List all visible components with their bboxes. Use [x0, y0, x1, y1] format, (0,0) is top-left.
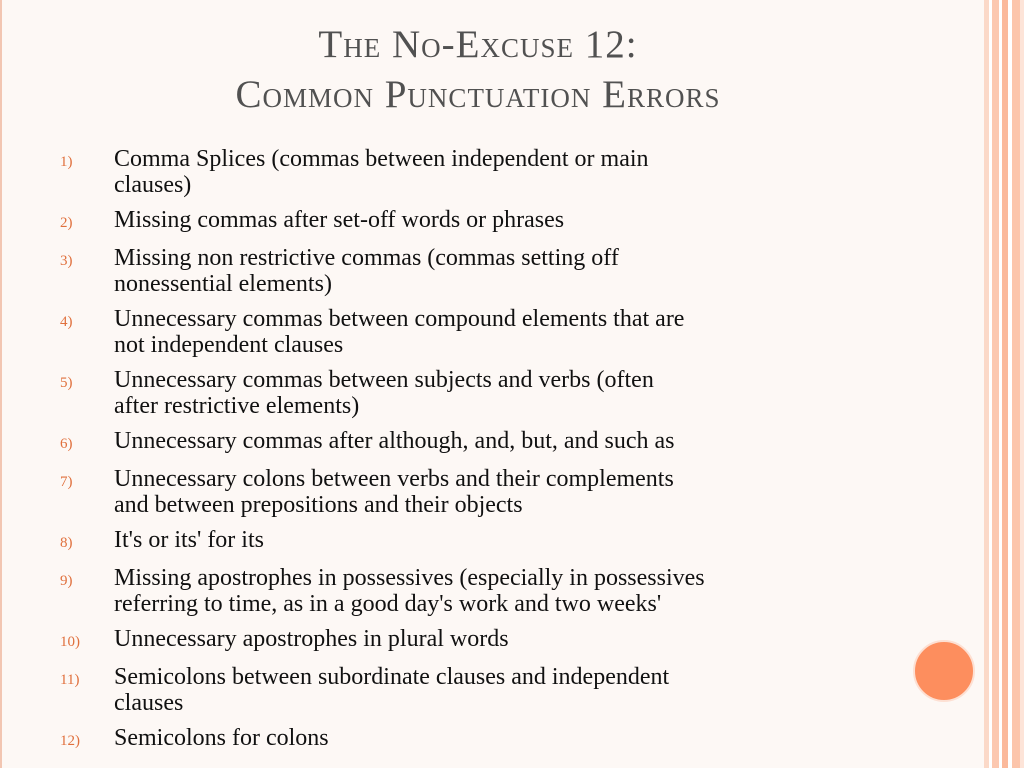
list-item	[46, 725, 882, 754]
list-item-number-text: 7)	[60, 474, 73, 490]
list-item-text-line: Unnecessary commas between compound elements that are	[114, 306, 685, 332]
list-item-text	[114, 725, 882, 751]
list-item-text	[114, 527, 882, 553]
list-item-number	[46, 626, 114, 655]
list-item-number	[46, 466, 114, 495]
list-item-text-line: Comma Splices (commas between independent or main	[114, 146, 649, 172]
list-item	[46, 428, 882, 457]
list-item-text-line: It's or its' for its	[114, 527, 264, 553]
decorative-stripes	[984, 0, 1024, 768]
list-item-number	[46, 664, 114, 693]
list-item-number	[46, 207, 114, 236]
list-item-number-text: 10)	[60, 634, 80, 650]
list-item	[46, 306, 882, 358]
list-item-number-text: 11)	[60, 672, 80, 688]
list-item-text	[114, 626, 882, 652]
list-item-text	[114, 146, 882, 198]
list-item	[46, 527, 882, 556]
list-item-text	[114, 428, 882, 454]
list-item-text-line: Unnecessary apostrophes in plural words	[114, 626, 509, 652]
list-item-text-line: Missing apostrophes in possessives (especially in possessives	[114, 565, 705, 591]
error-list	[46, 146, 882, 763]
list-item-number-text: 5)	[60, 375, 73, 391]
list-item	[46, 565, 882, 617]
list-item-text	[114, 207, 882, 233]
list-item-number-text: 3)	[60, 253, 73, 269]
list-item	[46, 245, 882, 297]
title-line-1: The No-Excuse 12:	[318, 23, 638, 66]
list-item-number	[46, 245, 114, 274]
list-item-text-line: and between prepositions and their objects	[114, 492, 523, 518]
list-item-text-line: Semicolons between subordinate clauses and independent	[114, 664, 670, 690]
list-item-number	[46, 146, 114, 175]
list-item	[46, 146, 882, 198]
list-item-number-text: 2)	[60, 215, 73, 231]
slide-title	[60, 20, 896, 120]
list-item-text-line: Missing commas after set-off words or phrases	[114, 207, 565, 233]
list-item-number-text: 4)	[60, 314, 73, 330]
title-line-2: Common Punctuation Errors	[235, 73, 721, 116]
list-item-number	[46, 565, 114, 594]
list-item	[46, 367, 882, 419]
list-item-text-line: not independent clauses	[114, 332, 344, 358]
list-item-text	[114, 306, 882, 358]
list-item-text-line: Unnecessary colons between verbs and their complements	[114, 466, 674, 492]
list-item-number-text: 9)	[60, 573, 73, 589]
list-item	[46, 626, 882, 655]
list-item-text	[114, 466, 882, 518]
list-item-text-line: clauses)	[114, 172, 192, 198]
list-item-number	[46, 367, 114, 396]
list-item-text	[114, 565, 882, 617]
list-item-number-text: 1)	[60, 154, 73, 170]
list-item-number	[46, 306, 114, 335]
list-item-number-text: 8)	[60, 535, 73, 551]
list-item-text-line: nonessential elements)	[114, 271, 332, 297]
list-item	[46, 207, 882, 236]
list-item-number	[46, 725, 114, 754]
list-item-text	[114, 367, 882, 419]
list-item-number	[46, 428, 114, 457]
list-item-number-text: 6)	[60, 436, 73, 452]
list-item-text-line: after restrictive elements)	[114, 393, 360, 419]
list-item-text-line: Semicolons for colons	[114, 725, 329, 751]
left-border	[0, 0, 2, 768]
list-item-text	[114, 245, 882, 297]
list-item-text-line: Unnecessary commas between subjects and verbs (often	[114, 367, 654, 393]
list-item-text-line: Missing non restrictive commas (commas setting off	[114, 245, 619, 271]
list-item	[46, 466, 882, 518]
list-item-number-text: 12)	[60, 733, 80, 749]
list-item-number	[46, 527, 114, 556]
list-item-text	[114, 664, 882, 716]
list-item-text-line: Unnecessary commas after although, and, but, and such as	[114, 428, 675, 454]
list-item-text-line: referring to time, as in a good day's work and two weeks'	[114, 591, 662, 617]
decorative-circle-icon	[913, 640, 975, 702]
list-item	[46, 664, 882, 716]
list-item-text-line: clauses	[114, 690, 184, 716]
